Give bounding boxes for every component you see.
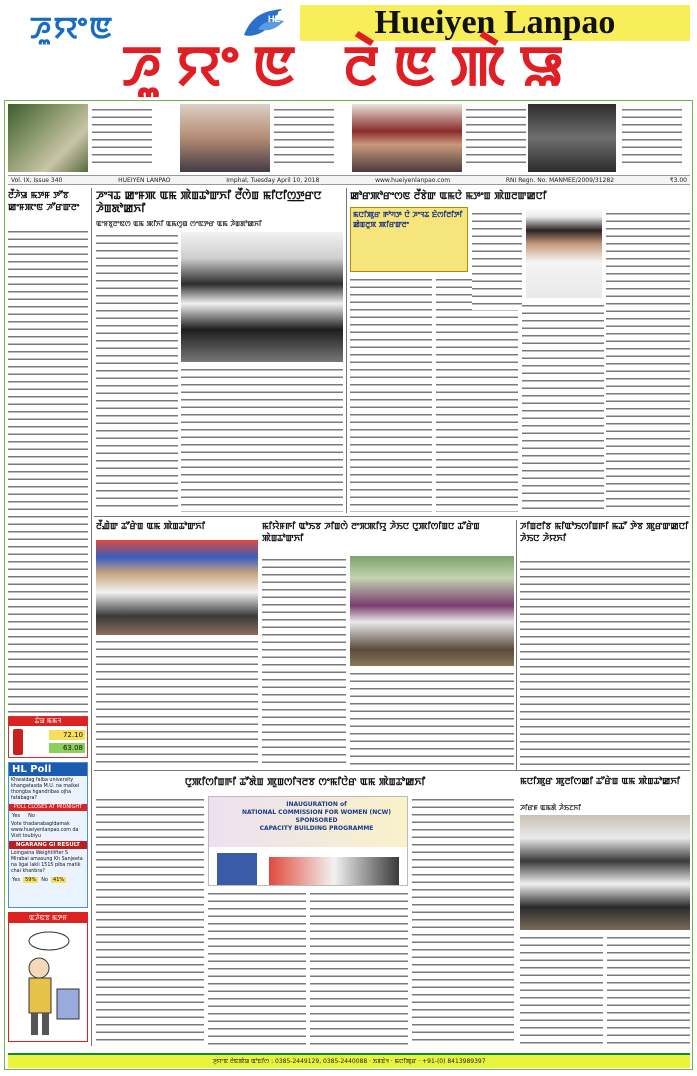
mid-right-body [520, 558, 690, 766]
logo-text: HL [268, 14, 280, 24]
top-center-body-2 [181, 366, 343, 512]
column-rule-right [516, 520, 517, 770]
strip-photo-4[interactable] [528, 104, 616, 172]
website-link[interactable]: www.hueiyenlanpao.com [375, 177, 451, 184]
strip-teaser-4 [622, 106, 682, 168]
dateline: Imphal, Tuesday April 10, 2018 [226, 177, 320, 184]
column-rule-left [91, 188, 92, 1046]
row-rule-2 [94, 770, 690, 771]
issue-info-bar [8, 175, 690, 185]
top-right-body-1 [472, 210, 522, 310]
top-center-body-3 [350, 276, 432, 512]
strip-teaser-2 [274, 106, 334, 168]
masthead-script-title: ꯍꯨꯌꯦꯟ ꯂꯥꯟꯄꯥꯎ [121, 33, 579, 99]
strip-photo-3[interactable] [352, 104, 462, 172]
rni-number: RNI Regn. No. MANMEE/2009/31282 [505, 177, 615, 184]
portrait-photo[interactable] [526, 208, 602, 298]
fuel-box-title: ꯊꯥꯎ ꯃꯃꯜ [9, 717, 87, 726]
column-rule-mid [346, 188, 347, 513]
banner-line-1: INAUGURATION of [286, 801, 347, 808]
top-center-subheadline: ꯑꯦꯝꯕꯨꯂꯦꯟꯁ ꯑꯃ ꯄꯤꯈꯤ ꯑꯃꯁꯨꯡ ꯁꯦꯟꯇꯔ ꯑꯃ ꯍꯥꯡꯗꯣꯀꯈꯤ [96, 219, 262, 228]
bottom-center-body-4 [412, 796, 514, 1046]
top-center-body-1 [96, 232, 178, 512]
poll-title: HL Poll [9, 763, 87, 776]
diesel-price: 63.08 [49, 743, 85, 753]
price: ₹3.00 [669, 177, 687, 184]
banner-line-2: NATIONAL COMMISSION FOR WOMEN (NCW) SPONSORED [241, 809, 392, 824]
poll-yes-option[interactable]: Yes [12, 813, 21, 819]
footer-contact-bar: ꯍꯨꯌꯦꯟ ꯂꯥꯟꯄꯥꯎ ꯑꯣꯐꯤꯁ : 0385-2449129, 0385-2440088 · ꯏꯝꯐꯥꯜ · ꯃꯅꯤꯄꯨꯔ · +91-(0) 8413989397 [8, 1053, 690, 1068]
bottom-center-headline[interactable]: ꯅꯨꯄꯤꯁꯤꯡꯒꯤ ꯊꯧꯗꯥꯡ ꯄꯨꯡꯁꯤꯜꯂꯕ ꯁꯦꯃꯤꯅꯥꯔ ꯑꯃ ꯄꯥꯡꯊꯣꯀꯈꯤ [184, 777, 426, 788]
seminar-photo[interactable] [208, 796, 408, 886]
police-meeting-photo[interactable] [520, 815, 690, 930]
fuel-can-icon [13, 729, 23, 755]
bottom-right-body-2 [607, 934, 690, 1046]
bottom-center-body-1 [96, 796, 204, 1046]
strip-teaser-3 [466, 106, 526, 168]
mid-center-headline[interactable]: ꯃꯤꯌꯥꯝꯒꯤ ꯑꯣꯏꯕ ꯍꯤꯡꯁꯥ ꯂꯦꯞꯄꯤꯌꯨ ꯍꯥꯏꯅ ꯅꯨꯄꯤꯁꯤꯡꯅ ꯊꯧꯔꯥꯡ ꯄꯥꯡꯊꯣꯛꯈꯤ [262, 522, 480, 544]
petrol-price: 72.10 [49, 730, 85, 740]
bottom-center-body-3 [310, 890, 408, 1046]
mid-center-body-2 [350, 670, 514, 766]
top-photo-strip [8, 104, 690, 176]
bottom-right-subheadline: ꯍꯤꯔꯝ ꯑꯃꯗꯥ ꯍꯥꯏꯖꯈꯤ [520, 803, 581, 812]
cartoon-drawing [9, 923, 87, 1041]
mid-right-headline[interactable]: ꯍꯤꯡꯂꯤꯕ ꯃꯤꯑꯣꯏꯁꯤꯡꯒꯤ ꯃꯊꯧ ꯇꯥꯕ ꯄꯨꯔꯛꯀꯅꯤ ꯍꯥꯏꯅ ꯍꯥꯌꯈꯤ [520, 522, 689, 544]
left-column-body [8, 228, 88, 713]
result-no-label: No [41, 877, 49, 883]
top-right-headline[interactable]: ꯀꯣꯔꯄꯣꯔꯦꯁꯟ ꯂꯩꯕꯥꯛ ꯑꯃꯅꯥ ꯃꯇꯦꯡ ꯄꯥꯡꯂꯛꯀꯅꯤ [350, 191, 547, 202]
ribbon-cutting-photo[interactable] [181, 232, 343, 362]
meeting-photo[interactable] [96, 540, 258, 635]
top-center-body-4 [436, 276, 518, 512]
poll-no-option[interactable]: No [28, 813, 35, 819]
mid-left-body [96, 638, 258, 766]
result-no-pct: 41% [53, 877, 65, 883]
rally-photo[interactable] [350, 556, 514, 666]
row-rule-1 [94, 516, 690, 517]
cartoon-box [8, 912, 88, 1042]
mid-center-body-1 [262, 556, 346, 766]
result-yes-pct: 59% [25, 877, 37, 883]
hl-poll-box [8, 762, 88, 908]
poll-question: Khwaidag faiba university khangatasda M.U. na maikei thongba hgandribas ojha fatabagra? [11, 778, 80, 801]
strip-photo-2[interactable] [180, 104, 270, 172]
masthead-english-title: Hueiyen Lanpao [300, 5, 690, 41]
bottom-center-body-2 [208, 890, 306, 1046]
top-center-headline[interactable]: ꯍꯦꯜꯊ ꯀꯦꯝꯄ ꯑꯃ ꯄꯥꯡꯊꯣꯛꯈꯤ ꯂꯩꯁꯥꯡ ꯃꯤꯅꯤꯁ꯭ꯇꯔꯅ ꯍꯥꯡꯗꯣꯀꯈꯤ [96, 189, 322, 215]
bottom-right-headline[interactable]: ꯃꯅꯤꯄꯨꯔ ꯄꯨꯂꯤꯁꯀꯤ ꯊꯧꯔꯥꯡ ꯑꯃ ꯄꯥꯡꯊꯣꯀꯈꯤ [520, 777, 681, 787]
cartoon-title: ꯑꯍꯥꯟꯕ ꯃꯇꯝ [9, 913, 87, 923]
top-right-body-2 [606, 210, 690, 512]
left-column-headline[interactable]: ꯂꯩꯍꯥꯎ ꯃꯇꯝ ꯇꯧꯕ ꯀꯦꯝꯄꯦꯟ ꯍꯧꯔꯛꯂꯦ [8, 191, 80, 213]
masthead-script-small: ꯍꯨꯌꯦꯟ [30, 11, 115, 46]
strip-photo-1[interactable] [8, 104, 88, 172]
bottom-right-body-1 [520, 934, 603, 1046]
poll-result-question: Loingaina Weightlifter S Mirabai amasung Kh Sanjeeta na ligai lakli 1515 piba matik chai khanbra? [11, 851, 83, 874]
poll-closes: POLL CLOSES AT MIDNIGHT [9, 804, 87, 811]
strip-teaser-1 [92, 106, 152, 168]
highlight-box [350, 207, 468, 272]
top-right-body-3 [522, 302, 604, 512]
poll-vote-text: Vote thadanabagidamak www.hueiyenlanpao.com da Visit toubiyu [11, 822, 79, 839]
publisher-name: HUEIYEN LANPAO [118, 177, 171, 184]
mid-left-headline[interactable]: ꯂꯩꯉꯥꯛ ꯊꯧꯔꯥꯡ ꯑꯃ ꯄꯥꯡꯊꯣꯛꯈꯤ [96, 522, 206, 532]
banner-line-3: CAPACITY BUILDING PROGRAMME [259, 825, 374, 832]
result-yes-label: Yes [12, 877, 21, 883]
poll-result-title: NGARANG GI RESULT [9, 841, 87, 849]
masthead [0, 0, 697, 100]
volume-number: Vol. IX, Issue 340 [11, 177, 63, 184]
fuel-price-box [8, 716, 88, 758]
highlight-box-text: ꯃꯅꯤꯄꯨꯔ ꯒꯣꯚꯇ ꯅꯥ ꯍꯦꯜꯊ ꯐꯥꯁꯤꯂꯤꯇꯤ ꯀꯥꯡꯂꯨꯞ ꯄꯤꯔꯛꯂꯦ [353, 210, 463, 229]
